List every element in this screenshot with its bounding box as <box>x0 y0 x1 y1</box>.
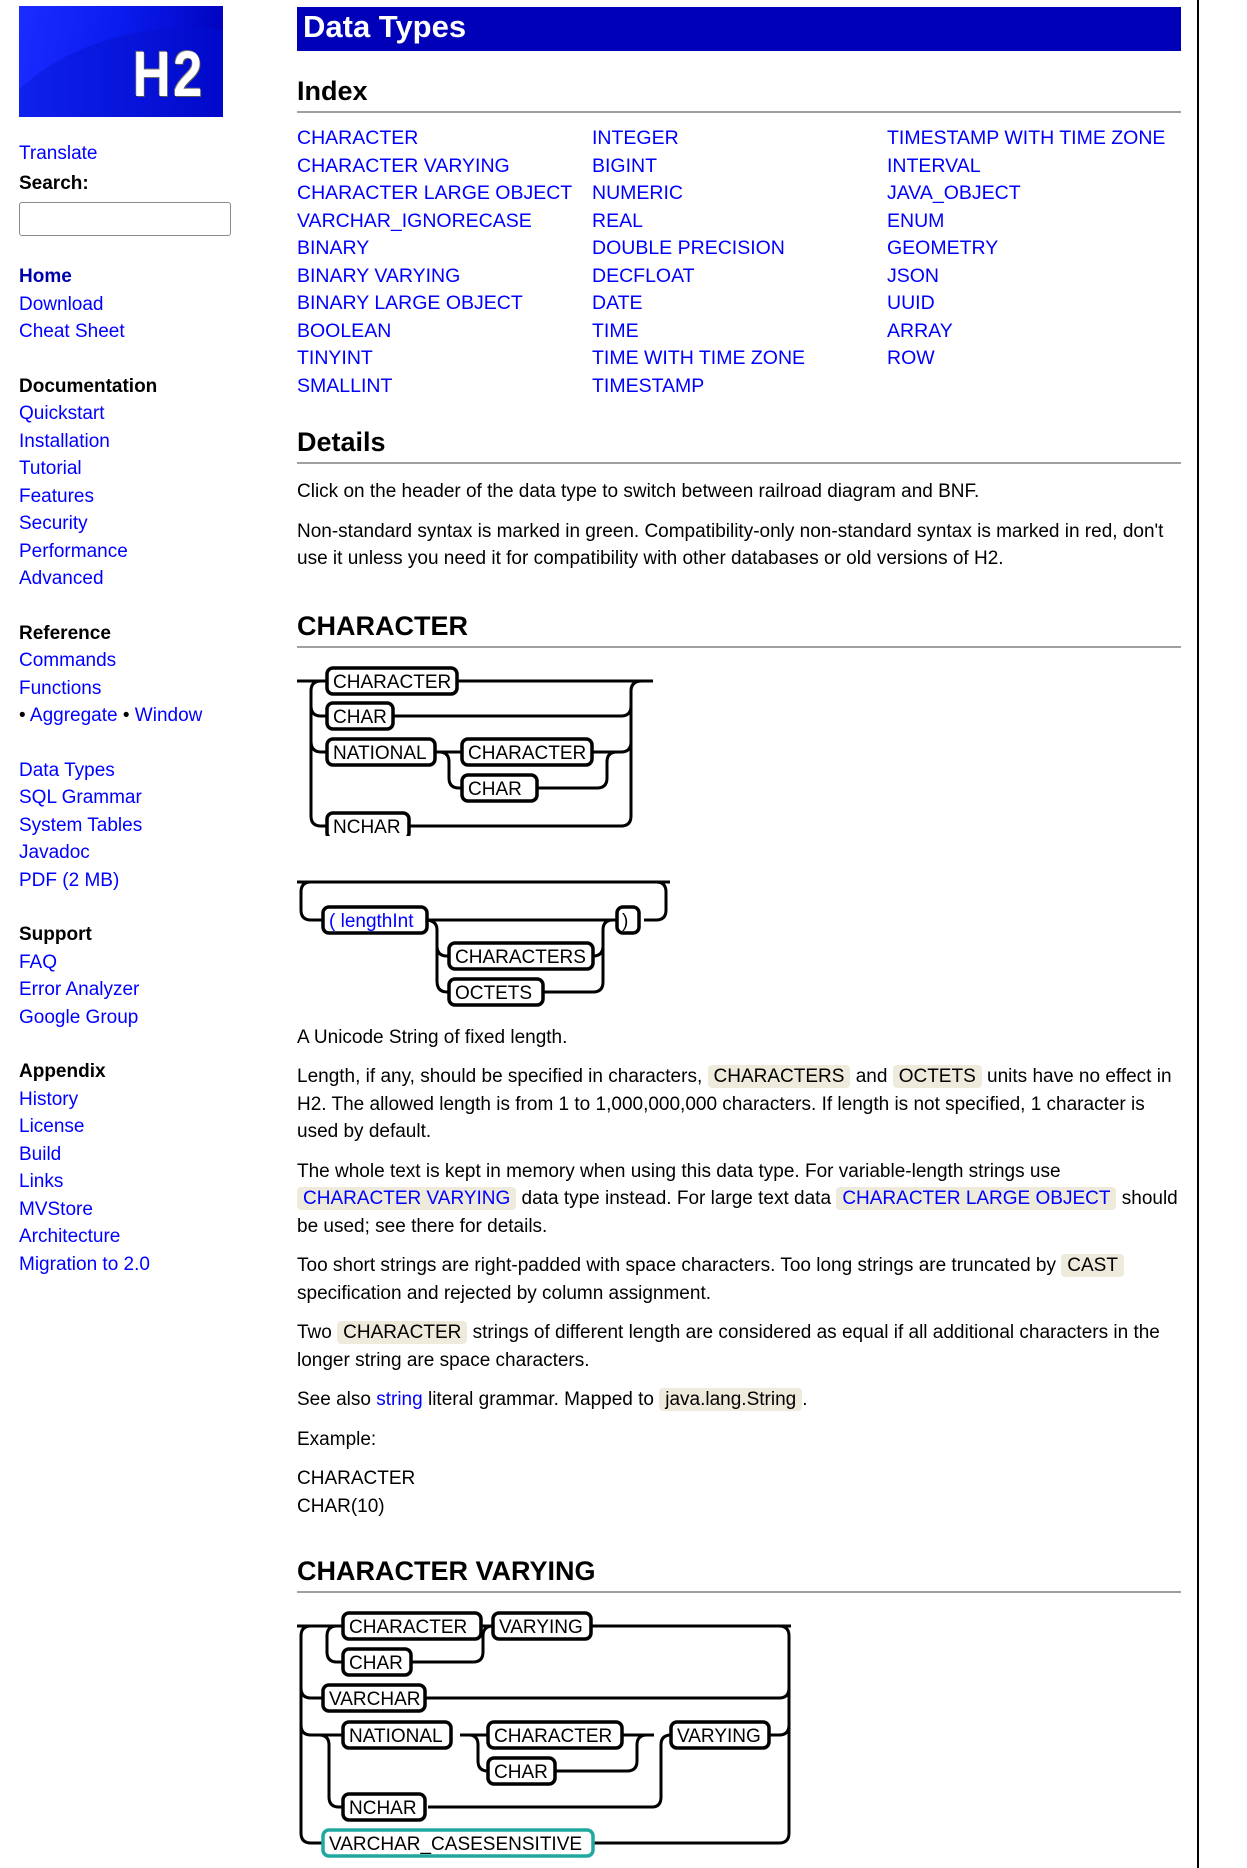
index-link[interactable]: DECFLOAT <box>592 264 695 287</box>
index-link[interactable]: NUMERIC <box>592 182 683 204</box>
index-heading: Index <box>297 76 1181 113</box>
index-link[interactable]: SMALLINT <box>297 374 393 397</box>
character-length-paragraph <box>297 1063 1181 1146</box>
railroad-diagram-character-length[interactable] <box>297 876 697 1016</box>
text: Two <box>297 1322 338 1343</box>
index-link[interactable]: INTERVAL <box>887 154 981 177</box>
search-input[interactable] <box>19 202 231 236</box>
nav-data-types[interactable]: Data Types <box>19 759 115 781</box>
example-line: CHARACTER <box>297 1468 416 1489</box>
index-link[interactable]: TIMESTAMP <box>592 374 705 397</box>
nav-build[interactable]: Build <box>19 1143 62 1165</box>
nav-pdf[interactable]: PDF (2 MB) <box>19 869 120 891</box>
link-character-varying[interactable]: CHARACTER VARYING <box>297 1187 516 1210</box>
logo-text: H2 <box>132 38 205 110</box>
section-heading-character[interactable]: CHARACTER <box>297 611 1181 648</box>
example-code <box>297 1465 1181 1520</box>
index-link[interactable]: CHARACTER <box>297 127 419 149</box>
nav-system-tables[interactable]: System Tables <box>19 814 143 836</box>
index-grid <box>297 125 1181 400</box>
railroad-diagram-character[interactable] <box>297 656 697 836</box>
rr-token: CHARACTER <box>468 742 587 764</box>
index-link[interactable]: JAVA_OBJECT <box>887 182 1021 204</box>
index-column-3 <box>887 125 1181 400</box>
character-padding-paragraph <box>297 1252 1181 1307</box>
character-equality-paragraph <box>297 1319 1181 1374</box>
text: data type instead. For large text data <box>516 1188 837 1209</box>
nav-security[interactable]: Security <box>19 513 88 534</box>
rr-token: ) <box>622 910 629 932</box>
nav-installation[interactable]: Installation <box>19 430 110 452</box>
section-heading-character-varying[interactable]: CHARACTER VARYING <box>297 1556 1181 1593</box>
rr-token: NATIONAL <box>349 1726 443 1747</box>
code-java-lang-string: java.lang.String <box>659 1388 802 1411</box>
index-link[interactable]: BOOLEAN <box>297 319 392 342</box>
text: literal grammar. Mapped to <box>422 1389 660 1410</box>
index-link[interactable]: JSON <box>887 264 940 287</box>
nav-home[interactable]: Home <box>19 266 72 287</box>
index-link[interactable]: BINARY LARGE OBJECT <box>297 292 523 314</box>
code-characters: CHARACTERS <box>708 1065 851 1088</box>
nav-heading-documentation: Documentation <box>19 375 158 397</box>
index-link[interactable]: CHARACTER LARGE OBJECT <box>297 182 573 204</box>
character-summary: A Unicode String of fixed length. <box>297 1026 568 1048</box>
index-column-2 <box>592 125 887 400</box>
nav-error-analyzer[interactable]: Error Analyzer <box>19 979 140 1000</box>
nav-performance[interactable]: Performance <box>19 540 128 562</box>
rr-token: OCTETS <box>455 982 533 1004</box>
code-octets: OCTETS <box>893 1065 982 1088</box>
nav-mvstore[interactable]: MVStore <box>19 1198 93 1220</box>
nav-function-subitems <box>19 702 239 730</box>
nav-history[interactable]: History <box>19 1088 79 1110</box>
rr-token: VARYING <box>499 1617 583 1638</box>
index-link[interactable]: TIME WITH TIME ZONE <box>592 347 806 369</box>
text: . <box>802 1389 808 1410</box>
nav-cheat-sheet[interactable]: Cheat Sheet <box>19 321 125 342</box>
index-column-1 <box>297 125 592 400</box>
example-line: CHAR(10) <box>297 1495 385 1517</box>
index-link[interactable]: CHARACTER VARYING <box>297 154 510 177</box>
text: should be used; see there for details. <box>297 1188 1178 1237</box>
index-link[interactable]: TINYINT <box>297 347 373 369</box>
index-link[interactable]: ENUM <box>887 209 945 232</box>
nav-window[interactable]: Window <box>134 705 203 726</box>
code-cast: CAST <box>1061 1254 1124 1277</box>
nav-heading-reference: Reference <box>19 622 111 644</box>
rr-token: CHARACTER <box>349 1617 468 1638</box>
nav-group-home <box>19 263 239 346</box>
nav-tutorial[interactable]: Tutorial <box>19 458 82 479</box>
nav-commands[interactable]: Commands <box>19 650 117 671</box>
text: strings of different length are considered as equal if all additional characters in the longer string are space characters. <box>297 1322 1160 1371</box>
nav-group-support <box>19 921 239 1031</box>
search-label: Search: <box>19 172 89 194</box>
page-border-line <box>1197 0 1199 1868</box>
character-see-also-paragraph <box>297 1386 1181 1414</box>
code-character: CHARACTER <box>337 1321 467 1344</box>
rr-token-nonstandard: VARCHAR_CASESENSITIVE <box>329 1834 583 1855</box>
nav-migration[interactable]: Migration to 2.0 <box>19 1253 150 1275</box>
example-label: Example: <box>297 1428 377 1450</box>
details-intro: Click on the header of the data type to switch between railroad diagram and BNF. <box>297 481 980 502</box>
bullet: • <box>122 705 130 726</box>
nav-group-reference <box>19 620 239 730</box>
main-content <box>297 7 1181 1861</box>
rr-token: NCHAR <box>333 816 401 836</box>
nav-google-group[interactable]: Google Group <box>19 1006 139 1028</box>
rr-token: CHAR <box>468 778 522 800</box>
rr-token: NCHAR <box>349 1798 417 1819</box>
text: specification and rejected by column assignment. <box>297 1282 712 1304</box>
page-title: Data Types <box>297 7 1181 51</box>
index-link[interactable]: BINARY <box>297 237 370 259</box>
rr-token: CHARACTERS <box>455 946 586 968</box>
rr-token: CHARACTER <box>494 1726 613 1747</box>
text: and <box>850 1066 893 1087</box>
character-memory-paragraph <box>297 1158 1181 1241</box>
text: The whole text is kept in memory when using this data type. For variable-length strings use <box>297 1160 1061 1182</box>
rr-token: CHARACTER <box>333 671 452 693</box>
nav-functions[interactable]: Functions <box>19 677 102 699</box>
nav-group-appendix <box>19 1058 239 1278</box>
index-link[interactable]: VARCHAR_IGNORECASE <box>297 209 532 232</box>
nav-download[interactable]: Download <box>19 293 104 315</box>
index-link[interactable]: GEOMETRY <box>887 237 999 259</box>
details-syntax-note: Non-standard syntax is marked in green. Compatibility-only non-standard syntax is marked in red, don't use it unless you need it for compatibility with other databases or old versions of H2. <box>297 520 1164 569</box>
nav-faq[interactable]: FAQ <box>19 951 58 973</box>
link-character-large-object[interactable]: CHARACTER LARGE OBJECT <box>836 1187 1116 1210</box>
rr-token: CHAR <box>349 1653 403 1674</box>
text: units have no effect in H2. The allowed length is from 1 to 1,000,000,000 characters. If length is not specified, 1 character is used by default. <box>297 1066 1172 1142</box>
nav-heading-appendix: Appendix <box>19 1061 106 1082</box>
rr-token: VARCHAR <box>329 1689 421 1710</box>
nav-features[interactable]: Features <box>19 485 94 507</box>
rr-token: CHAR <box>333 706 387 728</box>
nav-advanced[interactable]: Advanced <box>19 568 104 589</box>
index-link[interactable]: ARRAY <box>887 319 953 342</box>
text: Too short strings are right-padded with space characters. Too long strings are truncated by <box>297 1255 1062 1276</box>
index-link[interactable]: INTEGER <box>592 127 679 149</box>
index-link[interactable]: DATE <box>592 292 643 314</box>
rr-token: CHAR <box>494 1762 548 1783</box>
index-link[interactable]: TIMESTAMP WITH TIME ZONE <box>887 127 1166 149</box>
text: Length, if any, should be specified in characters, <box>297 1066 708 1087</box>
text: See also <box>297 1389 377 1410</box>
rr-token-length[interactable]: ( lengthInt <box>329 910 414 932</box>
nav-group-reference-docs <box>19 757 239 895</box>
index-link[interactable]: UUID <box>887 292 935 314</box>
nav-license[interactable]: License <box>19 1116 85 1137</box>
sidebar <box>19 6 239 1278</box>
nav-sql-grammar[interactable]: SQL Grammar <box>19 787 142 808</box>
h2-logo[interactable] <box>19 6 223 117</box>
translate-link[interactable]: Translate <box>19 143 98 164</box>
bullet: • <box>19 705 26 726</box>
nav-javadoc[interactable]: Javadoc <box>19 842 90 863</box>
nav-architecture[interactable]: Architecture <box>19 1226 121 1247</box>
rr-token: NATIONAL <box>333 742 427 764</box>
nav-links[interactable]: Links <box>19 1171 64 1192</box>
index-link[interactable]: BINARY VARYING <box>297 264 461 287</box>
index-link[interactable]: DOUBLE PRECISION <box>592 237 785 259</box>
nav-heading-support: Support <box>19 924 92 945</box>
index-link[interactable]: REAL <box>592 209 643 232</box>
nav-group-documentation <box>19 373 239 593</box>
railroad-diagram-character-varying[interactable] <box>297 1601 817 1861</box>
index-link[interactable]: BIGINT <box>592 154 658 177</box>
link-string[interactable]: string <box>376 1389 423 1410</box>
rr-token: VARYING <box>677 1726 761 1747</box>
nav-quickstart[interactable]: Quickstart <box>19 403 105 424</box>
index-link[interactable]: ROW <box>887 347 935 369</box>
nav-aggregate[interactable]: Aggregate <box>29 705 118 726</box>
index-link[interactable]: TIME <box>592 319 639 342</box>
details-heading: Details <box>297 427 1181 464</box>
